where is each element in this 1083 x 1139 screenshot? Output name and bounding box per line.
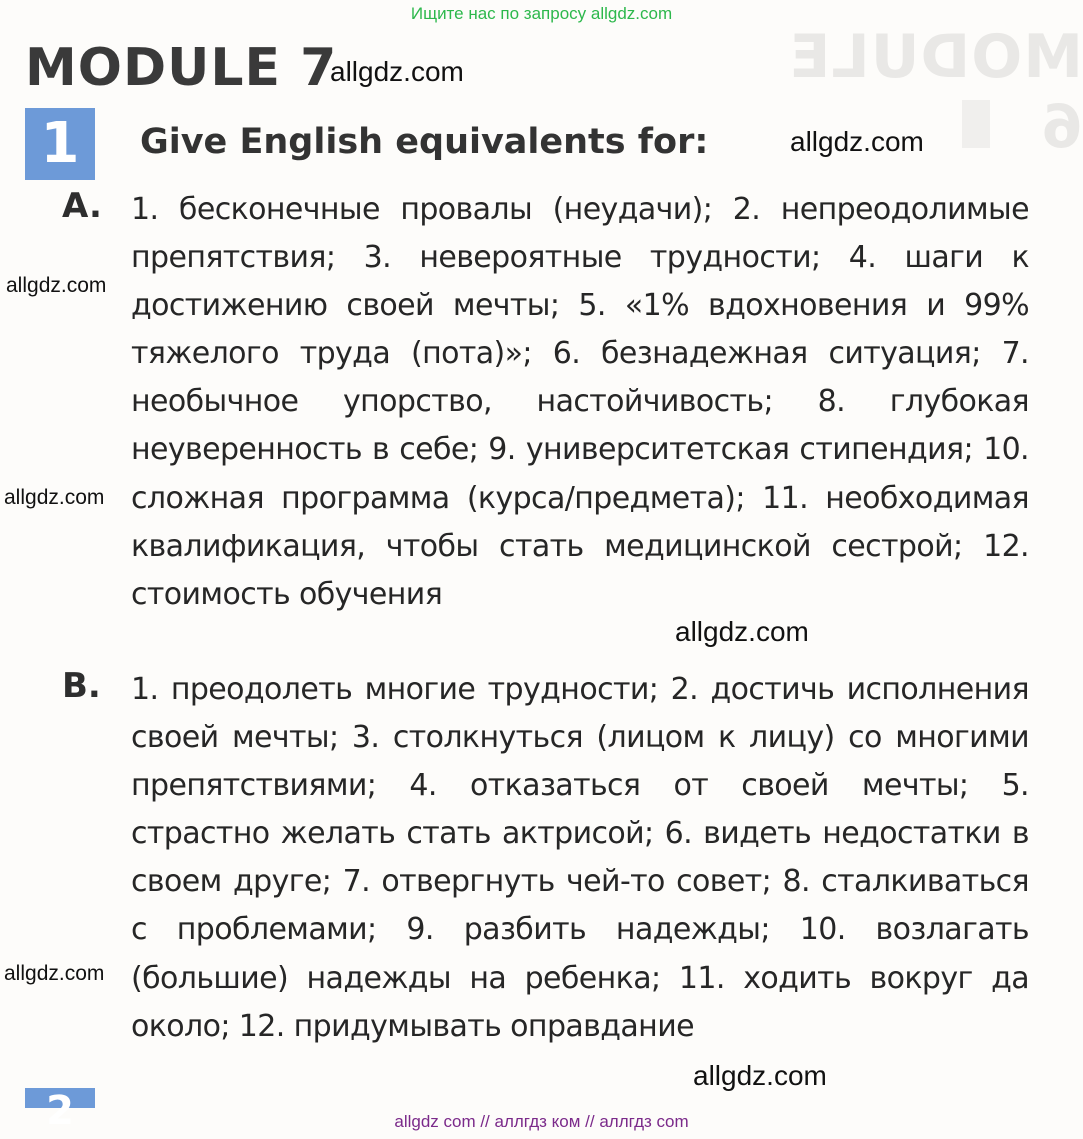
section-a-text: 1. бесконечные провалы (неудачи); 2. непреодолимые препятствия; 3. невероятные трудности; 4. шаги к достижению своей мечты; 5. «1% вдохновения и 99% тяжелого труда (пота)»; 6. безнадежная ситуация; 7. необычное упорство, настойчивость; 8. глубокая неуверенность в себе; 9. университетская стипендия; 10. сложная программа (курса/предмета); 11. необходимая квалификация, чтобы стать медицинской сестрой; 12. стоимость обучения <box>131 192 1029 612</box>
watermark: allgdz.com <box>6 274 107 297</box>
next-exercise-badge: 2 <box>25 1088 95 1108</box>
section-b-letter: B. <box>62 666 101 706</box>
watermark: allgdz.com <box>675 616 809 647</box>
section-b-text: 1. преодолеть многие трудности; 2. достичь исполнения своей мечты; 3. столкнуться (лицом к лицу) со многими препятствиями; 4. отказаться от своей мечты; 5. страстно желать стать актрисой; 6. видеть недостатки в своем друге; 7. отвергнуть чей-то совет; 8. сталкиваться с проблемами; 9. разбить надежды; 10. возлагать (большие) надежды на ребенка; 11. ходить вокруг да около; 12. придумывать оправдание <box>131 672 1029 1044</box>
watermark: allgdz.com <box>4 486 105 509</box>
bottom-banner: allgdz com // аллгдз ком // аллгдз com <box>394 1112 689 1131</box>
exercise-number-badge: 1 <box>25 108 95 180</box>
ghost-module-title: MODULE 6 <box>788 22 1083 162</box>
ghost-exercise-box <box>962 100 990 148</box>
module-title: MODULE 7 <box>25 38 338 98</box>
watermark: allgdz.com <box>790 126 924 157</box>
top-banner: Ищите нас по запросу allgdz.com <box>410 4 673 23</box>
watermark: allgdz.com <box>693 1060 827 1091</box>
watermark: allgdz.com <box>330 56 464 87</box>
section-a-letter: A. <box>62 186 102 226</box>
task-heading: Give English equivalents for: <box>140 122 709 162</box>
watermark: allgdz.com <box>4 962 105 985</box>
